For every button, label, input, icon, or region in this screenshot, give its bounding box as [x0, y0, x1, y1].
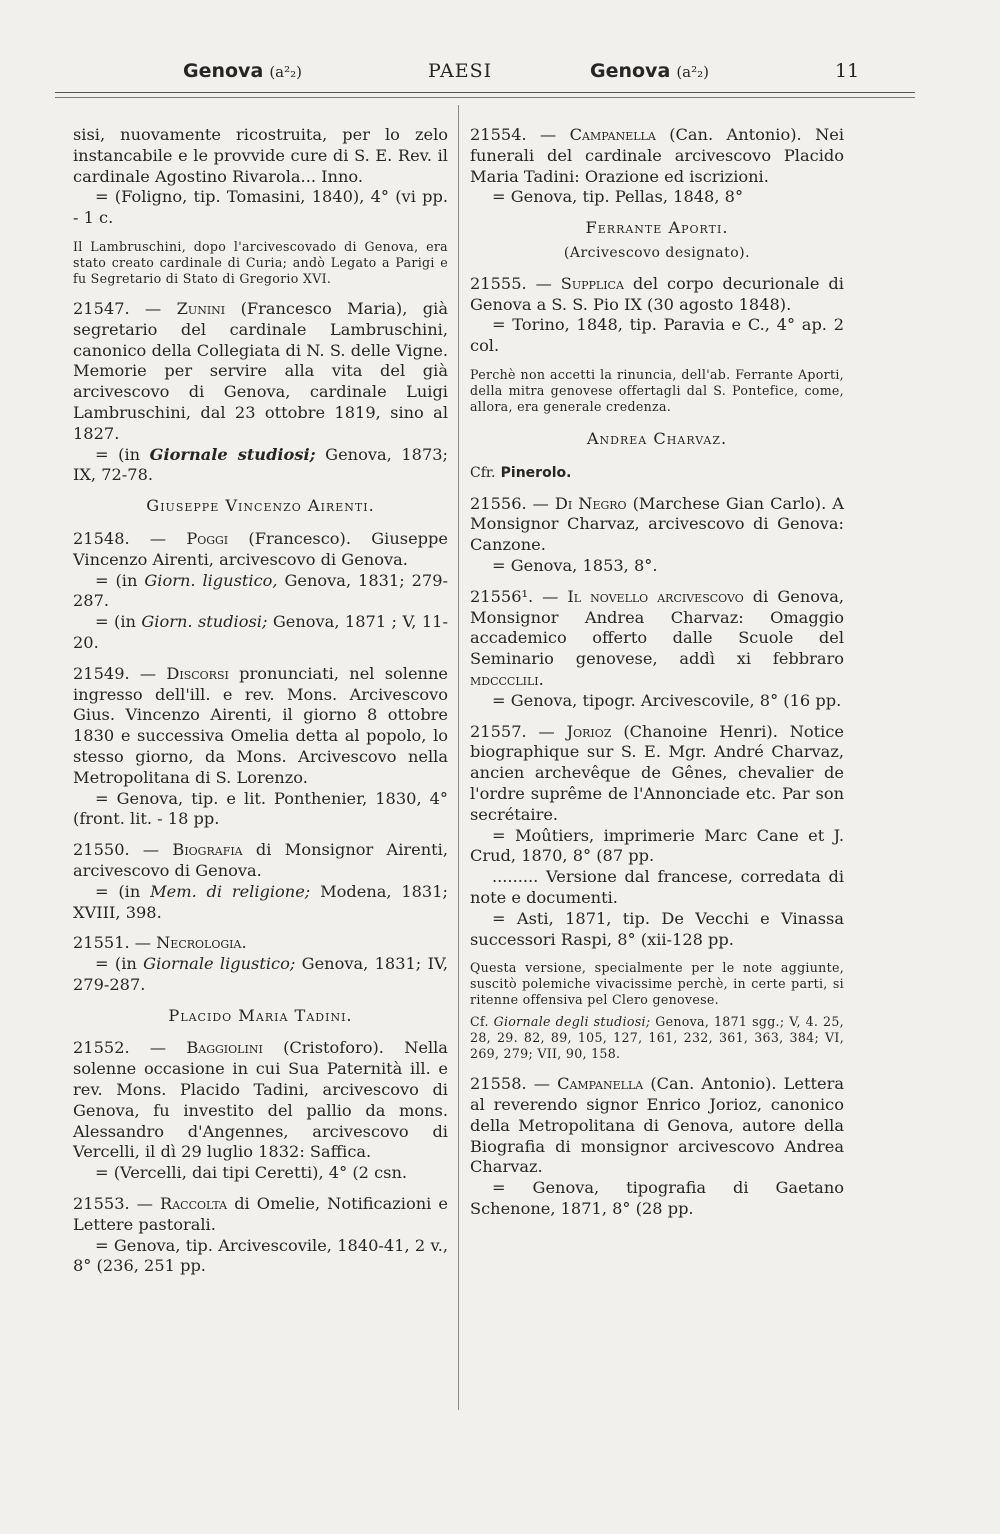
header-right-title: Genova: [590, 60, 671, 82]
entry-publication: [73, 612, 448, 652]
entry-number: 21558. —: [470, 1074, 550, 1094]
entry-author: Biografia: [172, 840, 243, 860]
entry-publication: = Genova, 1853, 8°.: [492, 555, 658, 575]
right-column: [470, 125, 844, 1230]
entry-publication: [73, 882, 448, 922]
entry-note: Il Lambruschini, dopo l'arcivescovado di Genova, era stato creato cardinale di Curia; andò Legato a Parigi e fu Segretario di Stato di Gregorio XVI.: [73, 238, 448, 286]
pub-prefix: = (in: [95, 881, 141, 901]
section-heading-tadini: Placido Maria Tadini.: [168, 1005, 353, 1025]
header-center: PAESI: [428, 60, 493, 82]
section-subheading-aporti: (Arcivescovo designato).: [563, 244, 751, 261]
pub-journal: Giornale ligustico;: [143, 954, 296, 974]
entry-text: (Cristoforo). Nella solenne occasione in cui Sua Paternità ill. e rev. Mons. Placido Tadini, arcivescovo di Genova, fu investito del pallio da mons. Alessandro d'Angennes, arcivescovo di Vercelli, il dì 29 luglio 1832: Saffica.: [73, 1038, 448, 1162]
entry-author: Zunini: [176, 298, 226, 318]
entry-author: Campanella: [569, 125, 656, 144]
entry-text: di Omelie, Notificazioni e Lettere pastorali.: [73, 1194, 448, 1234]
entry-publication: = Genova, tip. e lit. Ponthenier, 1830, 4° (front. lit. - 18 pp.: [73, 788, 448, 829]
pub-journal: Giornale studiosi;: [149, 444, 316, 464]
entry-text: (Francesco). Giuseppe Vincenzo Airenti, arcivescovo di Genova.: [73, 528, 448, 569]
entry-text: (Can. Antonio). Lettera al reverendo signor Enrico Jorioz, canonico della Metropolitana di Genova, autore della Biografia di monsignor arcivescovo Andrea Charvaz.: [470, 1074, 844, 1177]
entry-21557: [470, 722, 844, 951]
note-journal: Giornale degli studiosi;: [493, 1014, 651, 1030]
pub-journal: Giorn. studiosi;: [141, 612, 268, 632]
pub-prefix: = (in: [95, 954, 137, 974]
entry-publication: = Genova, tipogr. Arcivescovile, 8° (16 pp.: [492, 690, 842, 710]
entry-21547: [73, 299, 448, 486]
entry-publication: = Moûtiers, imprimerie Marc Cane et J. Crud, 1870, 8° (87 pp.: [470, 825, 844, 866]
entry-text: di Genova, Monsignor Andrea Charvaz: Omaggio accademico offerto dalle Scuole del Seminario genovese, addì xi febbraro: [470, 586, 844, 669]
entry-publication: [73, 954, 448, 994]
entry-number: 21550. —: [73, 840, 160, 860]
entry-number: 21555. —: [470, 273, 552, 293]
pub-prefix: = (in: [95, 444, 141, 464]
entry-note: Perchè non accetti la rinuncia, dell'ab. Ferrante Aporti, della mitra genovese offertagli dal S. Pontefice, come, allora, era generale credenza.: [470, 366, 844, 414]
entry-21558: [470, 1074, 844, 1220]
entry-publication: [73, 445, 448, 485]
entry-number: 21557. —: [470, 721, 555, 741]
entry-21548: [73, 529, 448, 654]
entry-text: pronunciati, nel solenne ingresso dell'ill. e rev. Mons. Arcivescovo Gius. Vincenzo Airenti, il giorno 8 ottobre 1830 e successiva Omelia detta al popolo, lo stesso giorno, da Mons. Arcivescovo nella Metropolitana di S. Lorenzo.: [73, 663, 448, 787]
entry-number: 21553. —: [73, 1194, 153, 1214]
entry-author: Necrologia.: [156, 933, 247, 953]
pub-details: Genova, 1871 ; V, 11-20.: [73, 612, 448, 652]
entry-21556-1: [470, 587, 844, 712]
entry-21549: [73, 664, 448, 830]
running-header: [55, 60, 915, 90]
column-divider: [458, 105, 459, 1410]
entry-author: Supplica: [560, 273, 624, 293]
entry-publication: = Genova, tipografia di Gaetano Schenone, 1871, 8° (28 pp.: [470, 1178, 844, 1219]
pub-journal: Mem. di religione;: [150, 881, 311, 901]
entry-21554: [470, 125, 844, 208]
entry-21550: [73, 840, 448, 923]
note-prefix: Cf.: [470, 1014, 489, 1030]
entry-number: 21548. —: [73, 528, 167, 548]
entry-publication: = Genova, tip. Pellas, 1848, 8°: [492, 187, 744, 207]
entry-number: 21554. —: [470, 125, 557, 144]
entry-text: (Francesco Maria), già segretario del cardinale Lambruschini, canonico della Collegiata di N. S. delle Vigne. Memorie per servire alla vita del già arcivescovo di Genova, cardinale Luigi Lambruschini, dal 23 ottobre 1819, sino al 1827.: [73, 298, 448, 443]
entry-number: 21556¹. —: [470, 586, 559, 606]
pub-journal: Giorn. ligustico,: [144, 570, 278, 590]
entry-author: Campanella: [557, 1074, 644, 1094]
entry-number: 21547. —: [73, 298, 162, 318]
entry-21556: [470, 494, 844, 577]
cross-reference: [470, 462, 844, 484]
page-number: 11: [835, 60, 860, 82]
header-left: [183, 60, 302, 82]
section-heading-aporti: Ferrante Aporti.: [585, 218, 729, 238]
entry-number: 21552. —: [73, 1038, 167, 1058]
entry-author: Baggiolini: [186, 1038, 263, 1058]
entry-21555: [470, 274, 844, 357]
entry-text: (Marchese Gian Carlo). A Monsignor Charvaz, arcivescovo di Genova: Canzone.: [470, 493, 844, 555]
header-right: [590, 60, 709, 82]
entry-author: Discorsi: [166, 663, 229, 683]
note-details: Genova, 1871 sgg.; V, 4. 25, 28, 29. 82, 89, 105, 127, 161, 232, 361, 363, 384; VI, 269, 279; VII, 90, 158.: [470, 1014, 844, 1062]
entry-text: (Can. Antonio). Nei funerali del cardinale arcivescovo Placido Maria Tadini: Orazione ed iscrizioni.: [470, 125, 844, 186]
entry-publication: = Asti, 1871, tip. De Vecchi e Vinassa successori Raspi, 8° (xii-128 pp.: [470, 908, 844, 949]
entry-publication: = (Vercelli, dai tipi Ceretti), 4° (2 csn.: [95, 1163, 408, 1183]
entry-number: 21551. —: [73, 933, 151, 953]
entry-author: Di Negro: [554, 493, 627, 513]
header-rule-thin: [55, 97, 915, 98]
header-right-sub: (a²₂): [676, 63, 710, 81]
entry-publication: ......... Versione dal francese, corredata di note e documenti.: [470, 867, 844, 907]
left-column: [73, 125, 448, 1287]
entry-number: 21556. —: [470, 493, 549, 513]
entry-author: Raccolta: [160, 1194, 228, 1214]
entry-author: Poggi: [186, 528, 229, 548]
pub-prefix: = (in: [95, 570, 138, 590]
header-rule-thick: [55, 92, 915, 93]
entry-text: (Chanoine Henri). Notice biographique sur S. E. Mgr. André Charvaz, ancien archevêque de Gênes, chevalier de l'ordre suprême de l'Annonciade etc. Par son secrétaire.: [470, 721, 844, 824]
pub-details: Genova, 1831; IV, 279-287.: [73, 954, 448, 994]
entry-publication: = Genova, tip. Arcivescovile, 1840-41, 2 v., 8° (236, 251 pp.: [73, 1235, 448, 1276]
entry-continuation: [73, 125, 448, 229]
pub-details: Genova, 1873; IX, 72-78.: [73, 444, 448, 485]
cfr-reference: Pinerolo.: [500, 464, 572, 481]
entry-21553: [73, 1194, 448, 1277]
entry-note-ref: [470, 1014, 844, 1062]
entry-year: mdccclili.: [470, 669, 544, 689]
entry-publication: = (Foligno, tip. Tomasini, 1840), 4° (vi pp. - 1 c.: [73, 187, 448, 228]
cfr-label: Cfr.: [470, 464, 496, 481]
entry-author: Il novello arcivescovo: [567, 586, 744, 606]
entry-21551: [73, 933, 448, 995]
pub-details: Genova, 1831; 279-287.: [73, 570, 448, 611]
pub-prefix: = (in: [95, 612, 136, 632]
entry-note: Questa versione, specialmente per le note aggiunte, suscitò polemiche vivacissime perchè, in certe parti, si ritenne offensiva pel Clero genovese.: [470, 960, 844, 1008]
entry-text: del corpo decurionale di Genova a S. S. Pio IX (30 agosto 1848).: [470, 273, 844, 314]
entry-text: sisi, nuovamente ricostruita, per lo zelo instancabile e le provvide cure di S. E. Rev. il cardinale Agostino Rivarola... Inno.: [73, 125, 448, 186]
section-heading-charvaz: Andrea Charvaz.: [586, 428, 728, 448]
header-left-title: Genova: [183, 60, 264, 82]
pub-details: Modena, 1831; XVIII, 398.: [73, 881, 448, 922]
header-left-sub: (a²₂): [269, 63, 303, 81]
entry-number: 21549. —: [73, 663, 157, 683]
entry-text: di Monsignor Airenti, arcivescovo di Genova.: [73, 840, 448, 880]
entry-publication: = Torino, 1848, tip. Paravia e C., 4° ap. 2 col.: [470, 315, 844, 356]
entry-21552: [73, 1038, 448, 1184]
section-heading-airenti: Giuseppe Vincenzo Airenti.: [146, 496, 375, 516]
entry-publication: [73, 571, 448, 611]
entry-author: Jorioz: [566, 721, 612, 741]
